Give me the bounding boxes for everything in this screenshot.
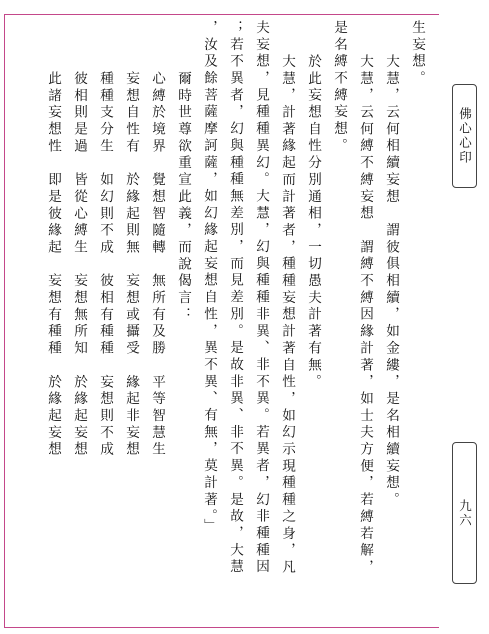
- verse-column: 彼相則是過 皆從心縛生 妄想無所知 於緣起妄想: [71, 71, 87, 459]
- verse-column: 種種支分生 如幻則不成 彼相有種種 妄想則不成: [97, 71, 113, 459]
- text-column: 大慧，云何相續妄想 謂彼俱相續，如金縷，是名相續妄想。: [383, 54, 399, 509]
- text-column: 大慧，云何縛不縛妄想 謂縛不縛因緣計著，如士夫方便，若縛若解，: [357, 54, 373, 577]
- book-title-tab: 佛心心印: [452, 84, 477, 188]
- text-column: 生妄想。: [409, 20, 425, 88]
- page-number-tab: 九六: [452, 442, 477, 584]
- text-column: 爾時世尊欲重宣此義，而說偈言：: [175, 71, 191, 324]
- text-column: 於此妄想自性分別通相，一切愚夫計著有無。: [305, 54, 321, 391]
- vertical-text-body: [12, 20, 430, 624]
- text-column: 夫妄想，見種種異幻。大慧，幻與種種非異、非不異。若異者，幻非種種因: [253, 20, 269, 577]
- text-column: 是名縛不縛妄想。: [331, 20, 347, 155]
- verse-column: 心縛於境界 覺想智隨轉 無所有及勝 平等智慧生: [149, 71, 165, 459]
- text-column: 大慧，計著緣起而計著者，種種妄想計著自性，如幻示現種種之身，凡: [279, 54, 295, 577]
- verse-column: 妄想自性有 於緣起則無 妄想或攝受 緣起非妄想: [123, 71, 139, 459]
- text-column: ；若不異者，幻與種種無差別，而見差別。是故非異、非不異。是故，大慧: [227, 20, 243, 577]
- verse-column: 此諸妄想性 即是彼緣起 妄想有種種 於緣起妄想: [45, 71, 61, 459]
- text-column: ，汝及餘菩薩摩訶薩，如幻緣起妄想自性，異不異、有無，莫計著。」: [201, 20, 217, 536]
